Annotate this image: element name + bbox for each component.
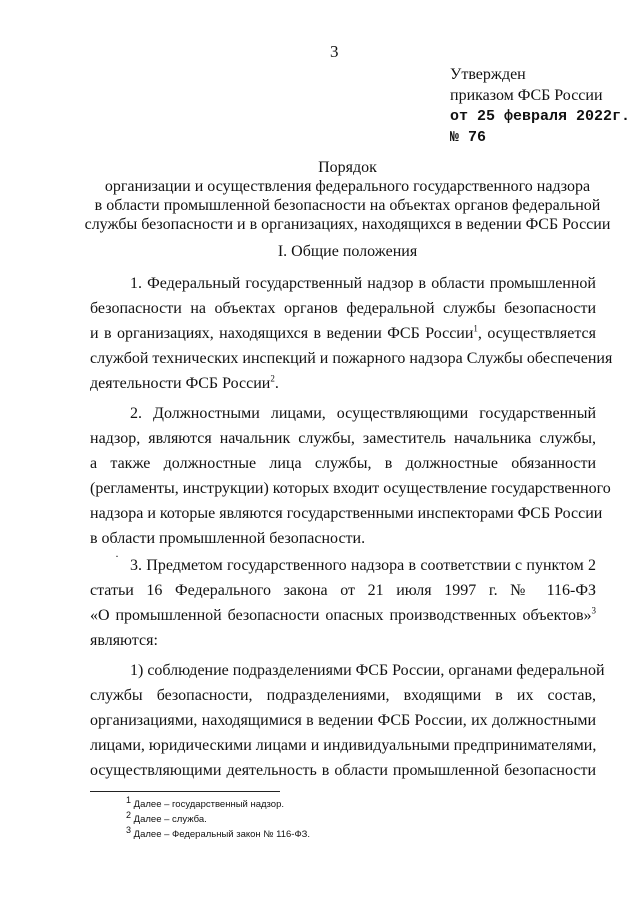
title-line-4: службы безопасности и в организациях, находящихся в ведении ФСБ России: [84, 216, 611, 233]
paragraph-4: [90, 658, 605, 783]
approval-block: [450, 64, 630, 148]
p3-line: 3. Предметом государственного надзора в соответствии с пунктом 2: [130, 557, 596, 574]
p3-line: [90, 603, 596, 628]
footnote-2-number: 2: [126, 809, 132, 820]
p4-line: лицами, юридическими лицами и индивидуальными предпринимателями,: [90, 737, 597, 754]
footnote-ref-3: 3: [591, 605, 596, 616]
p2-line: (регламенты, инструкции) которых входит осуществление государственного: [90, 480, 611, 497]
page-number: 3: [330, 42, 339, 61]
footnote-separator: [90, 791, 280, 792]
p1-text: и в организациях, находящихся в ведении ФСБ России: [90, 325, 474, 342]
p1-line: 1. Федеральный государственный надзор в области промышленной: [130, 275, 596, 292]
footnote-3-text: Далее – Федеральный закон № 116-ФЗ.: [131, 829, 311, 840]
footnote-2: [126, 809, 310, 827]
paragraph-2: [90, 401, 611, 551]
p4-line: службы безопасности, подразделениями, входящими в их состав,: [90, 687, 596, 704]
title-line-2: организации и осуществления федерального государственного надзора: [104, 178, 591, 195]
p1-line: безопасности на объектах органов федеральной службы безопасности: [90, 300, 596, 317]
p3-text: «О промышленной безопасности опасных производственных объектов»: [90, 607, 592, 624]
footnote-ref-1: 1: [473, 323, 478, 334]
title-line-3: в области промышленной безопасности на объектах органов федеральной: [94, 197, 601, 214]
p4-line: осуществляющими деятельность в области промышленной безопасности: [90, 762, 596, 779]
p1-text: .: [274, 375, 279, 392]
p1-text: деятельности ФСБ России: [90, 375, 271, 392]
p3-line: статьи 16 Федерального закона от 21 июля 1997 г. № 116-ФЗ: [90, 582, 596, 599]
section-heading: I. Общие положения: [277, 243, 418, 260]
footnote-1-text: Далее – государственный надзор.: [131, 799, 284, 810]
footnote-1-number: 1: [126, 794, 132, 805]
p1-text: , осуществляется: [477, 325, 596, 342]
p1-line: службой технических инспекций и пожарного надзора Службы обеспечения: [90, 350, 613, 367]
p4-line: организациями, находящимися в ведении ФСБ России, их должностными: [90, 712, 596, 729]
approval-line-approved: Утвержден: [450, 66, 526, 83]
p2-line: в области промышленной безопасности.: [90, 530, 366, 547]
margin-mark: ·: [115, 549, 119, 563]
p4-line: 1) соблюдение подразделениями ФСБ России, органами федеральной: [130, 662, 605, 679]
p1-line: [90, 321, 596, 346]
p2-line: а также должностные лица службы, в должностные обязанности: [90, 455, 596, 472]
approval-line-date: от 25 февраля 2022г.: [450, 108, 631, 125]
p1-line: [90, 371, 596, 396]
title-line-1: Порядок: [318, 159, 377, 176]
footnotes: [126, 794, 311, 842]
paragraph-1: [90, 271, 613, 396]
footnote-2-text: Далее – служба.: [131, 814, 207, 825]
p2-line: надзор, являются начальник службы, заместитель начальника службы,: [90, 430, 596, 447]
document-title: [60, 158, 635, 234]
footnote-3-number: 3: [126, 824, 132, 835]
p2-line: надзора и которые являются государственными инспекторами ФСБ России: [90, 505, 603, 522]
footnote-1: [126, 794, 310, 812]
approval-line-order: приказом ФСБ России: [450, 87, 603, 104]
paragraph-3: [90, 553, 596, 653]
p2-line: 2. Должностными лицами, осуществляющими государственный: [130, 405, 596, 422]
footnote-3: [126, 824, 311, 842]
footnote-ref-2: 2: [270, 373, 275, 384]
p3-line: являются:: [90, 632, 158, 649]
approval-line-number: № 76: [450, 129, 487, 146]
